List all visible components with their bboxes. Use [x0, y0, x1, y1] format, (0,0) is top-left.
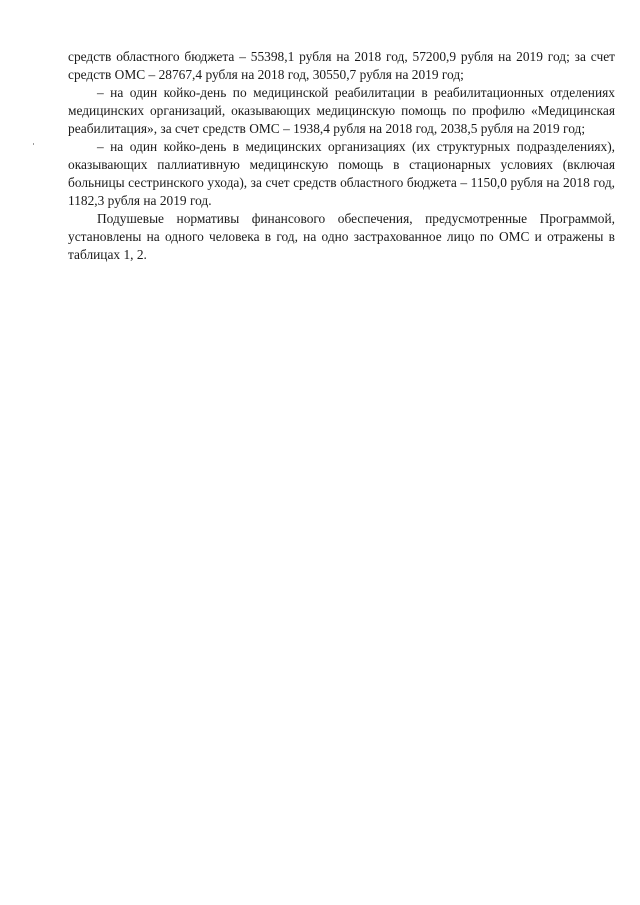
body-text: [68, 48, 615, 264]
paragraph-per-capita-norms: Подушевые нормативы финансового обеспечения, предусмотренные Программой, установлены на одного человека в год, на одно застрахованное лицо по ОМС и отражены в таблицах 1, 2.: [68, 211, 615, 262]
scan-speck: [33, 143, 34, 145]
paragraph-palliative-bed-day: – на один койко-день в медицинских организациях (их структурных подразделениях), оказывающих паллиативную медицинскую помощь в стационарных условиях (включая больницы сестринского ухода), за счет средств областного бюджета – 1150,0 рубля на 2018 год, 1182,3 рубля на 2019 год.: [68, 139, 615, 208]
paragraph-rehabilitation-bed-day: – на один койко-день по медицинской реабилитации в реабилитационных отделениях медицинских организаций, оказывающих медицинскую помощь по профилю «Медицинская реабилитация», за счет средств ОМС – 1938,4 рубля на 2018 год, 2038,5 рубля на 2019 год;: [68, 85, 615, 136]
paragraph-budget-continuation: средств областного бюджета – 55398,1 рубля на 2018 год, 57200,9 рубля на 2019 год; за счет средств ОМС – 28767,4 рубля на 2018 год, 30550,7 рубля на 2019 год;: [68, 49, 615, 82]
